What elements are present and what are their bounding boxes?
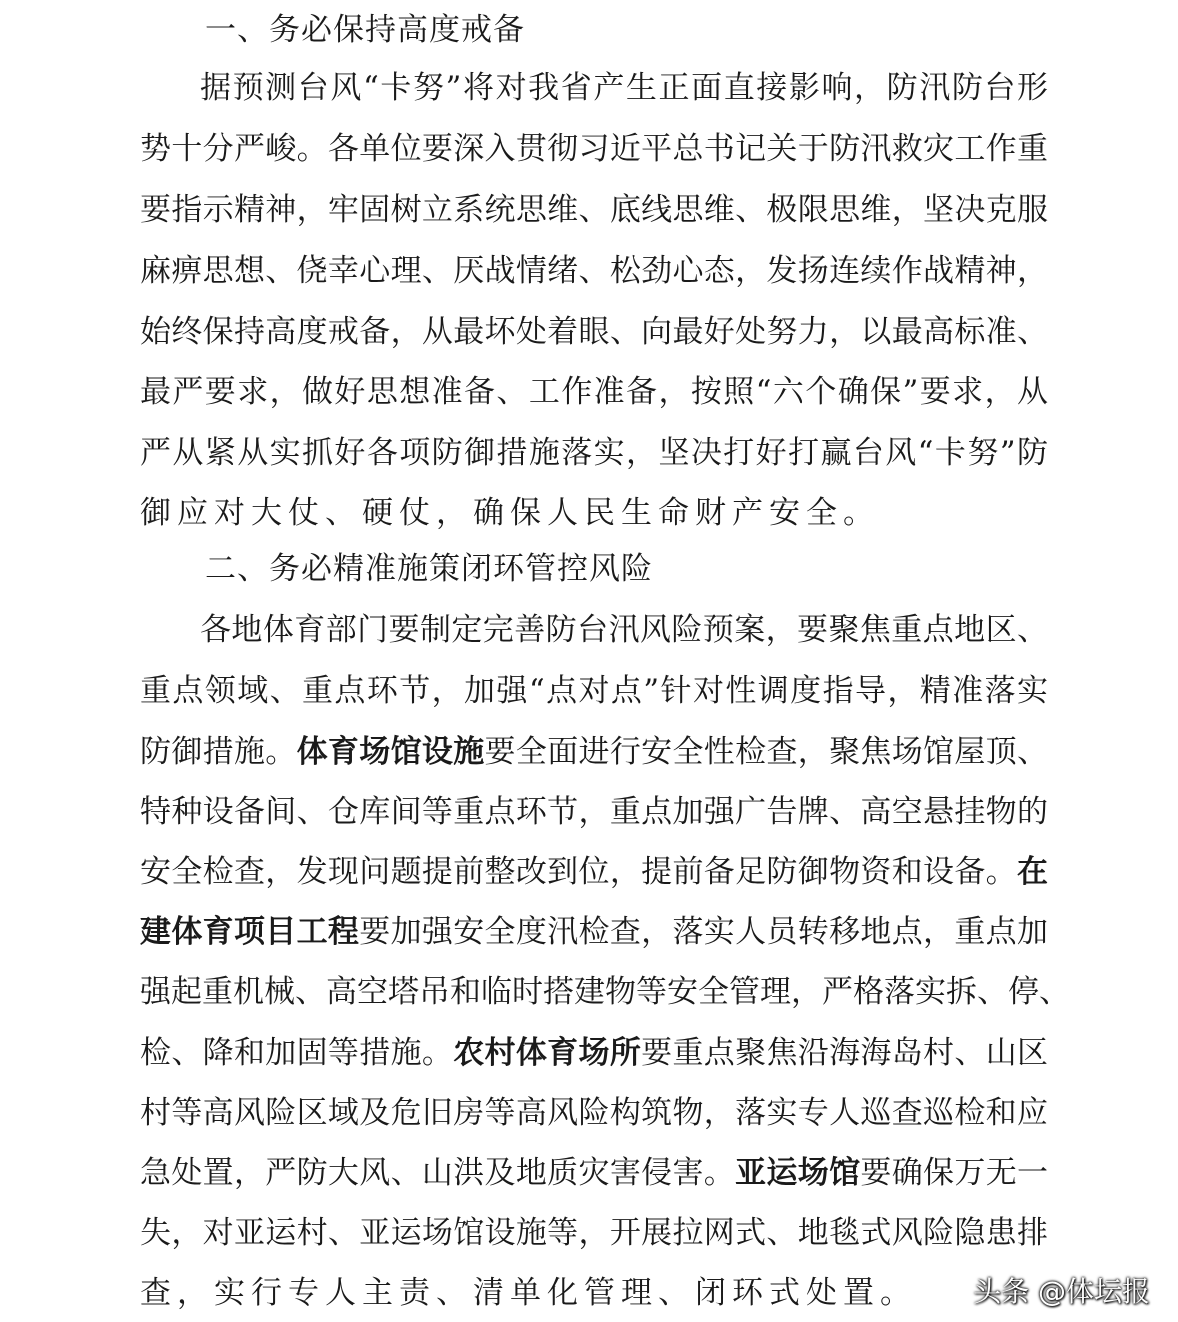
- text-span: 要全面进行安全性检查，聚焦场馆屋顶、: [484, 734, 1049, 770]
- section-1-line-1: 据预测台风“卡努”将对我省产生正面直接影响，防汛防台形: [200, 70, 1048, 106]
- section-1-line-6: 最严要求，做好思想准备、工作准备，按照“六个确保”要求，从: [140, 374, 1048, 410]
- text-span: 要确保万无一: [860, 1155, 1049, 1191]
- text-span: 要重点聚焦沿海海岛村、山区: [641, 1035, 1049, 1071]
- section-2-line-9: 村等高风险区域及危旧房等高风险构筑物，落实专人巡查巡检和应: [140, 1095, 1048, 1131]
- text-span: 安全检查，发现问题提前整改到位，提前备足防御物资和设备。: [140, 854, 1017, 890]
- section-2-heading: 二、务必精准施策闭环管控风险: [205, 551, 653, 587]
- text-span: 防御措施。: [140, 734, 297, 770]
- section-1-line-8: 御应对大仗、硬仗，确保人民生命财产安全。: [140, 495, 880, 531]
- section-2-line-12: 查，实行专人主责、清单化管理、闭环式处置。: [140, 1275, 917, 1311]
- section-2-line-8: [140, 1033, 1048, 1073]
- section-1-heading: 一、务必保持高度戒备: [205, 12, 525, 48]
- section-1-line-7: 严从紧从实抓好各项防御措施落实，坚决打好打赢台风“卡努”防: [140, 435, 1048, 471]
- bold-term-rural-sports-venues: 农村体育场所: [453, 1035, 642, 1071]
- section-1-line-5: 始终保持高度戒备，从最坏处着眼、向最好处努力，以最高标准、: [140, 314, 1048, 350]
- section-1-line-2: 势十分严峻。各单位要深入贯彻习近平总书记关于防汛救灾工作重: [140, 131, 1048, 167]
- text-span: 检、降和加固等措施。: [140, 1035, 454, 1071]
- section-2-line-3: [140, 732, 1048, 772]
- section-2-line-4: 特种设备间、仓库间等重点环节，重点加强广告牌、高空悬挂物的: [140, 794, 1048, 830]
- section-2-line-10: [140, 1153, 1048, 1193]
- section-2-line-7: 强起重机械、高空塔吊和临时搭建物等安全管理，严格落实拆、停、: [140, 974, 1070, 1010]
- text-span: 要加强安全度汛检查，落实人员转移地点，重点加: [359, 914, 1048, 950]
- bold-term-under-construction-2: 建体育项目工程: [140, 914, 360, 950]
- section-1-line-4: 麻痹思想、侥幸心理、厌战情绪、松劲心态，发扬连续作战精神，: [140, 253, 1048, 289]
- section-2-line-2: 重点领域、重点环节，加强“点对点”针对性调度指导，精准落实: [140, 673, 1048, 709]
- bold-term-under-construction-1: 在: [1017, 854, 1048, 890]
- section-2-line-6: [140, 912, 1048, 952]
- bold-term-sports-venue-facilities: 体育场馆设施: [296, 734, 485, 770]
- section-2-line-1: 各地体育部门要制定完善防台汛风险预案，要聚焦重点地区、: [200, 612, 1048, 648]
- section-2-line-5: [140, 852, 1048, 892]
- source-watermark: 头条 @体坛报: [973, 1275, 1150, 1308]
- section-2-line-11: 失，对亚运村、亚运场馆设施等，开展拉网式、地毯式风险隐患排: [140, 1215, 1048, 1251]
- section-1-line-3: 要指示精神，牢固树立系统思维、底线思维、极限思维，坚决克服: [140, 192, 1048, 228]
- text-span: 急处置，严防大风、山洪及地质灾害侵害。: [140, 1155, 736, 1191]
- bold-term-asian-games-venues: 亚运场馆: [735, 1155, 861, 1191]
